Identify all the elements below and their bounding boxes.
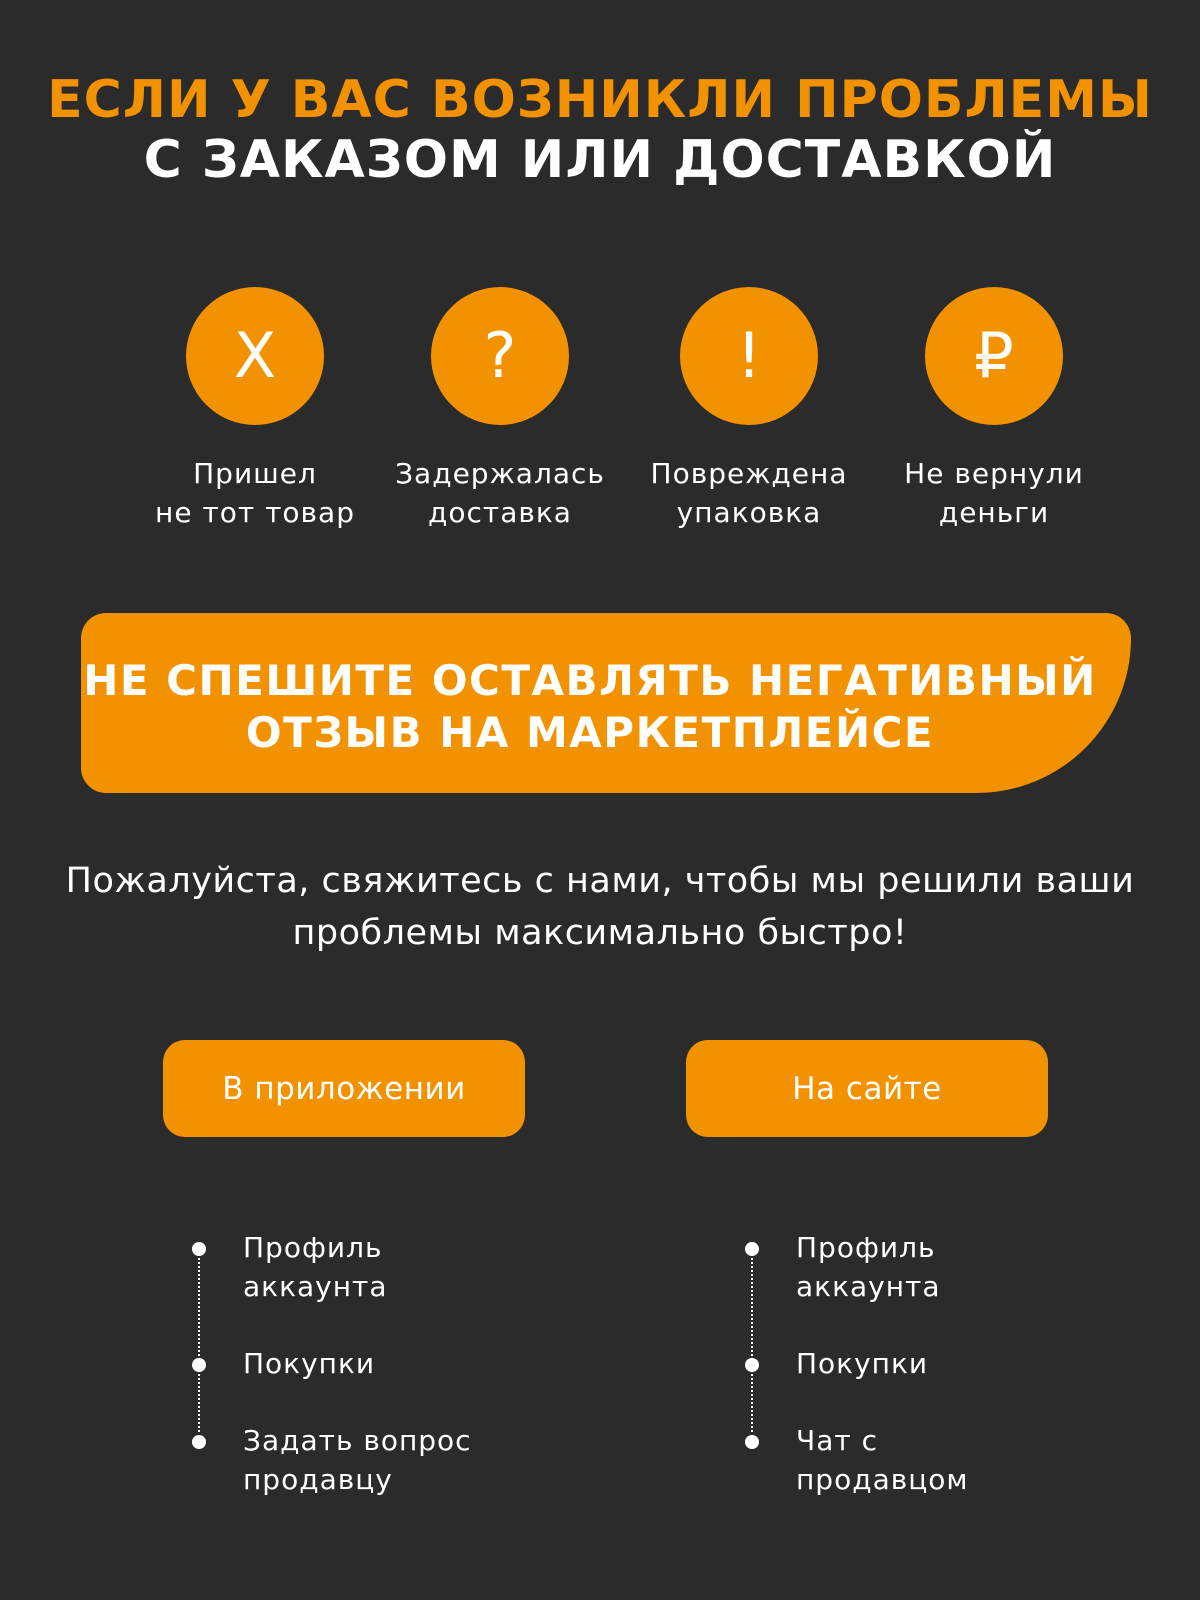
x-icon: X: [186, 287, 324, 425]
contact-message-line-2: проблемы максимально быстро!: [292, 913, 908, 953]
problem-label-line: деньги: [938, 496, 1050, 529]
problem-label-line: доставка: [428, 496, 572, 529]
problem-label-line: Пришел: [193, 457, 317, 490]
problem-label-line: не тот товар: [155, 496, 355, 529]
bullet-icon: [192, 1358, 206, 1372]
steps-divider: [751, 1246, 753, 1432]
problem-label: [375, 454, 625, 532]
bullet-icon: [745, 1358, 759, 1372]
problem-item-wrong-item: [130, 287, 380, 532]
problem-label-line: упаковка: [676, 496, 822, 529]
ruble-icon: ₽: [925, 287, 1063, 425]
contact-message-line-1: Пожалуйста, свяжитесь с нами, чтобы мы решили ваши: [65, 861, 1135, 901]
step-label: Чат с продавцом: [796, 1424, 969, 1496]
app-channel-button[interactable]: В приложении: [163, 1040, 525, 1137]
headline-line-2: С ЗАКАЗОМ ИЛИ ДОСТАВКОЙ: [143, 130, 1057, 190]
problem-item-damaged-package: [624, 287, 874, 532]
problem-label-line: Не вернули: [904, 457, 1084, 490]
headline-line-1: ЕСЛИ У ВАС ВОЗНИКЛИ ПРОБЛЕМЫ: [47, 70, 1153, 130]
bullet-icon: [192, 1435, 206, 1449]
problem-label: [130, 454, 380, 532]
question-icon: ?: [431, 287, 569, 425]
problem-item-delivery-delay: [375, 287, 625, 532]
bullet-icon: [745, 1435, 759, 1449]
problem-label-line: Задержалась: [395, 457, 605, 490]
banner-text-line-2: ОТЗЫВ НА МАРКЕТПЛЕЙСЕ: [245, 708, 935, 757]
site-channel-button[interactable]: На сайте: [686, 1040, 1048, 1137]
bullet-icon: [192, 1242, 206, 1256]
step-label: Профиль аккаунта: [243, 1231, 388, 1303]
step-label: Профиль аккаунта: [796, 1231, 941, 1303]
problem-item-no-refund: [869, 287, 1119, 532]
problem-label-line: Повреждена: [650, 457, 848, 490]
steps-divider: [198, 1246, 200, 1432]
step-label: Покупки: [796, 1347, 929, 1380]
step-label: Задать вопрос продавцу: [243, 1424, 472, 1496]
bullet-icon: [745, 1242, 759, 1256]
problem-label: [869, 454, 1119, 532]
banner-text-line-1: НЕ СПЕШИТЕ ОСТАВЛЯТЬ НЕГАТИВНЫЙ: [83, 656, 1097, 705]
exclamation-icon: !: [680, 287, 818, 425]
problem-label: [624, 454, 874, 532]
problem-list: [0, 287, 1200, 547]
step-label: Покупки: [243, 1347, 376, 1380]
